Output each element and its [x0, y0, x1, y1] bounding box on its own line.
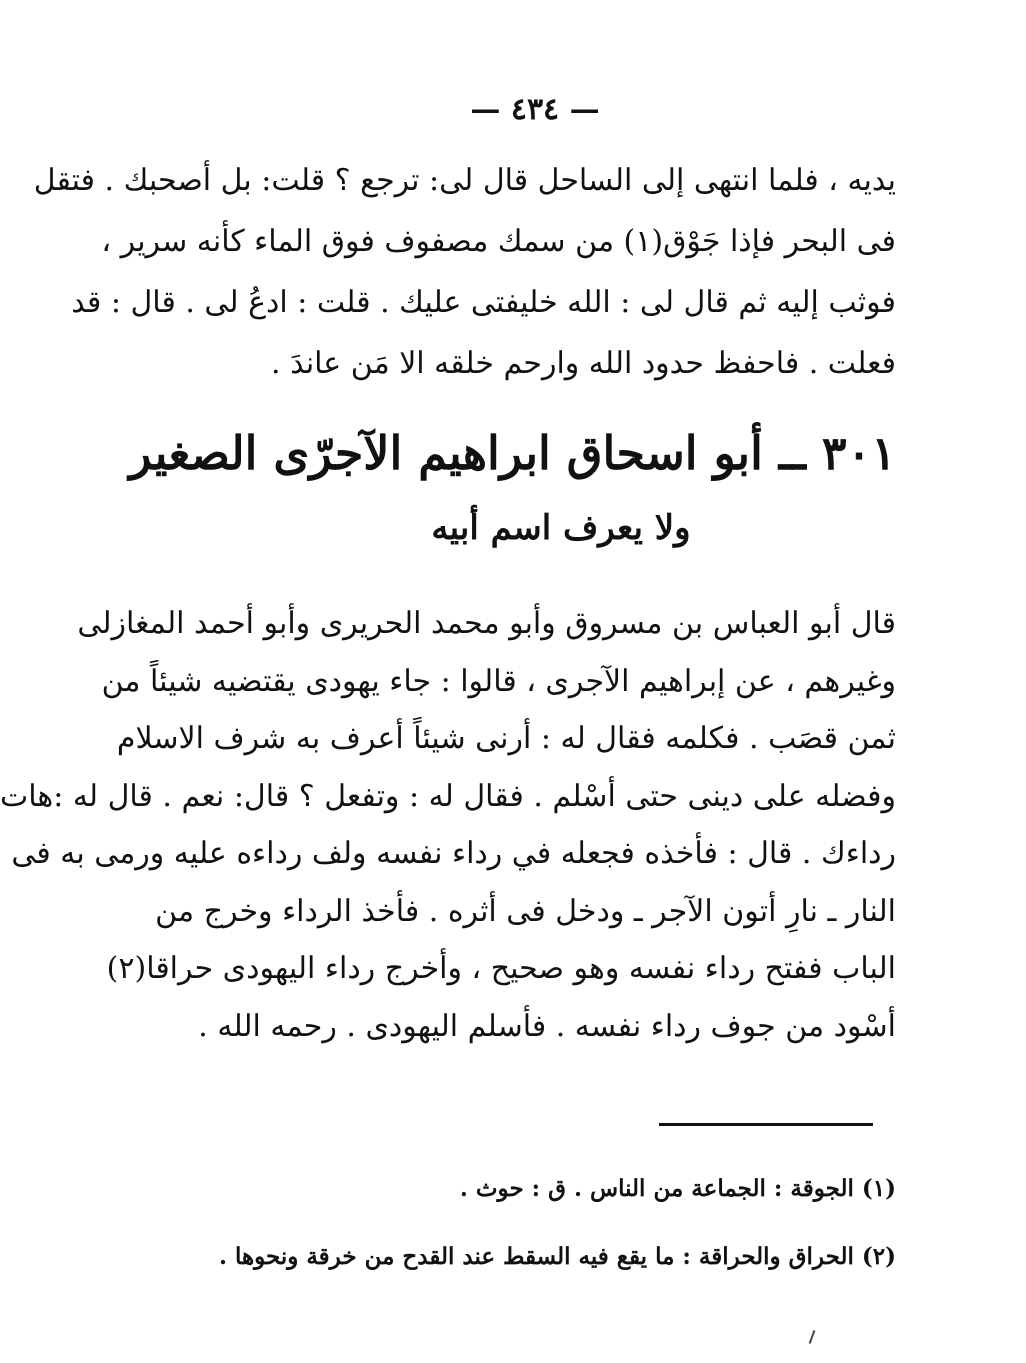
text-line: فى البحر فإذا جَوْق(١) من سمك مصفوف فوق الماء كأنه سرير ،: [101, 224, 896, 259]
section-heading: ٣٠١ ــ أبو اسحاق ابراهيم الآجرّى الصغير: [129, 426, 896, 480]
text-line: قال أبو العباس بن مسروق وأبو محمد الحريرى وأبو أحمد المغازلى: [77, 606, 896, 641]
section-subheading: ولا يعرف اسم أبيه: [431, 508, 691, 548]
text-line: وفضله على دينى حتى أسْلم . فقال له : وتفعل ؟ قال: نعم . قال له :هات: [0, 778, 896, 814]
text-line: النار ـ نارِ أتون الآجر ـ ودخل فى أثره . فأخذ الرداء وخرج من: [155, 893, 896, 929]
text-line: رداءك . قال : فأخذه فجعله في رداء نفسه ولف رداءه عليه ورمى به فى: [11, 836, 896, 871]
footnotes: [218, 1155, 896, 1291]
footnote: (١) الجوقة : الجماعة من الناس . ق : حوث .: [459, 1175, 896, 1202]
top-paragraph: [33, 150, 896, 394]
page-number: — ٤٣٤ —: [470, 92, 600, 127]
text-line: فوثب إليه ثم قال لى : الله خليفتى عليك . قلت : ادعُ لى . قال : قد: [71, 285, 896, 320]
body-paragraph: [0, 595, 896, 1055]
text-line: أسْود من جوف رداء نفسه . فأسلم اليهودى . رحمه الله .: [198, 1008, 896, 1044]
text-line: الباب ففتح رداء نفسه وهو صحيح ، وأخرج رداء اليهودى حراقا(٢): [106, 951, 896, 986]
text-line: فعلت . فاحفظ حدود الله وارحم خلقه الا مَن عاندَ .: [271, 346, 896, 381]
footnote: (٢) الحراق والحراقة : ما يقع فيه السقط عند القدح من خرقة ونحوها .: [218, 1243, 896, 1270]
text-line: وغيرهم ، عن إبراهيم الآجرى ، قالوا : جاء يهودى يقتضيه شيئاً من: [101, 663, 896, 699]
stray-pen-mark: [809, 1330, 816, 1344]
footnote-divider: [659, 1123, 873, 1126]
text-line: يديه ، فلما انتهى إلى الساحل قال لى: ترجع ؟ قلت: بل أصحبك . فتقل: [33, 163, 896, 198]
text-line: ثمن قصَب . فكلمه فقال له : أرنى شيئاً أعرف به شرف الاسلام: [116, 721, 896, 756]
